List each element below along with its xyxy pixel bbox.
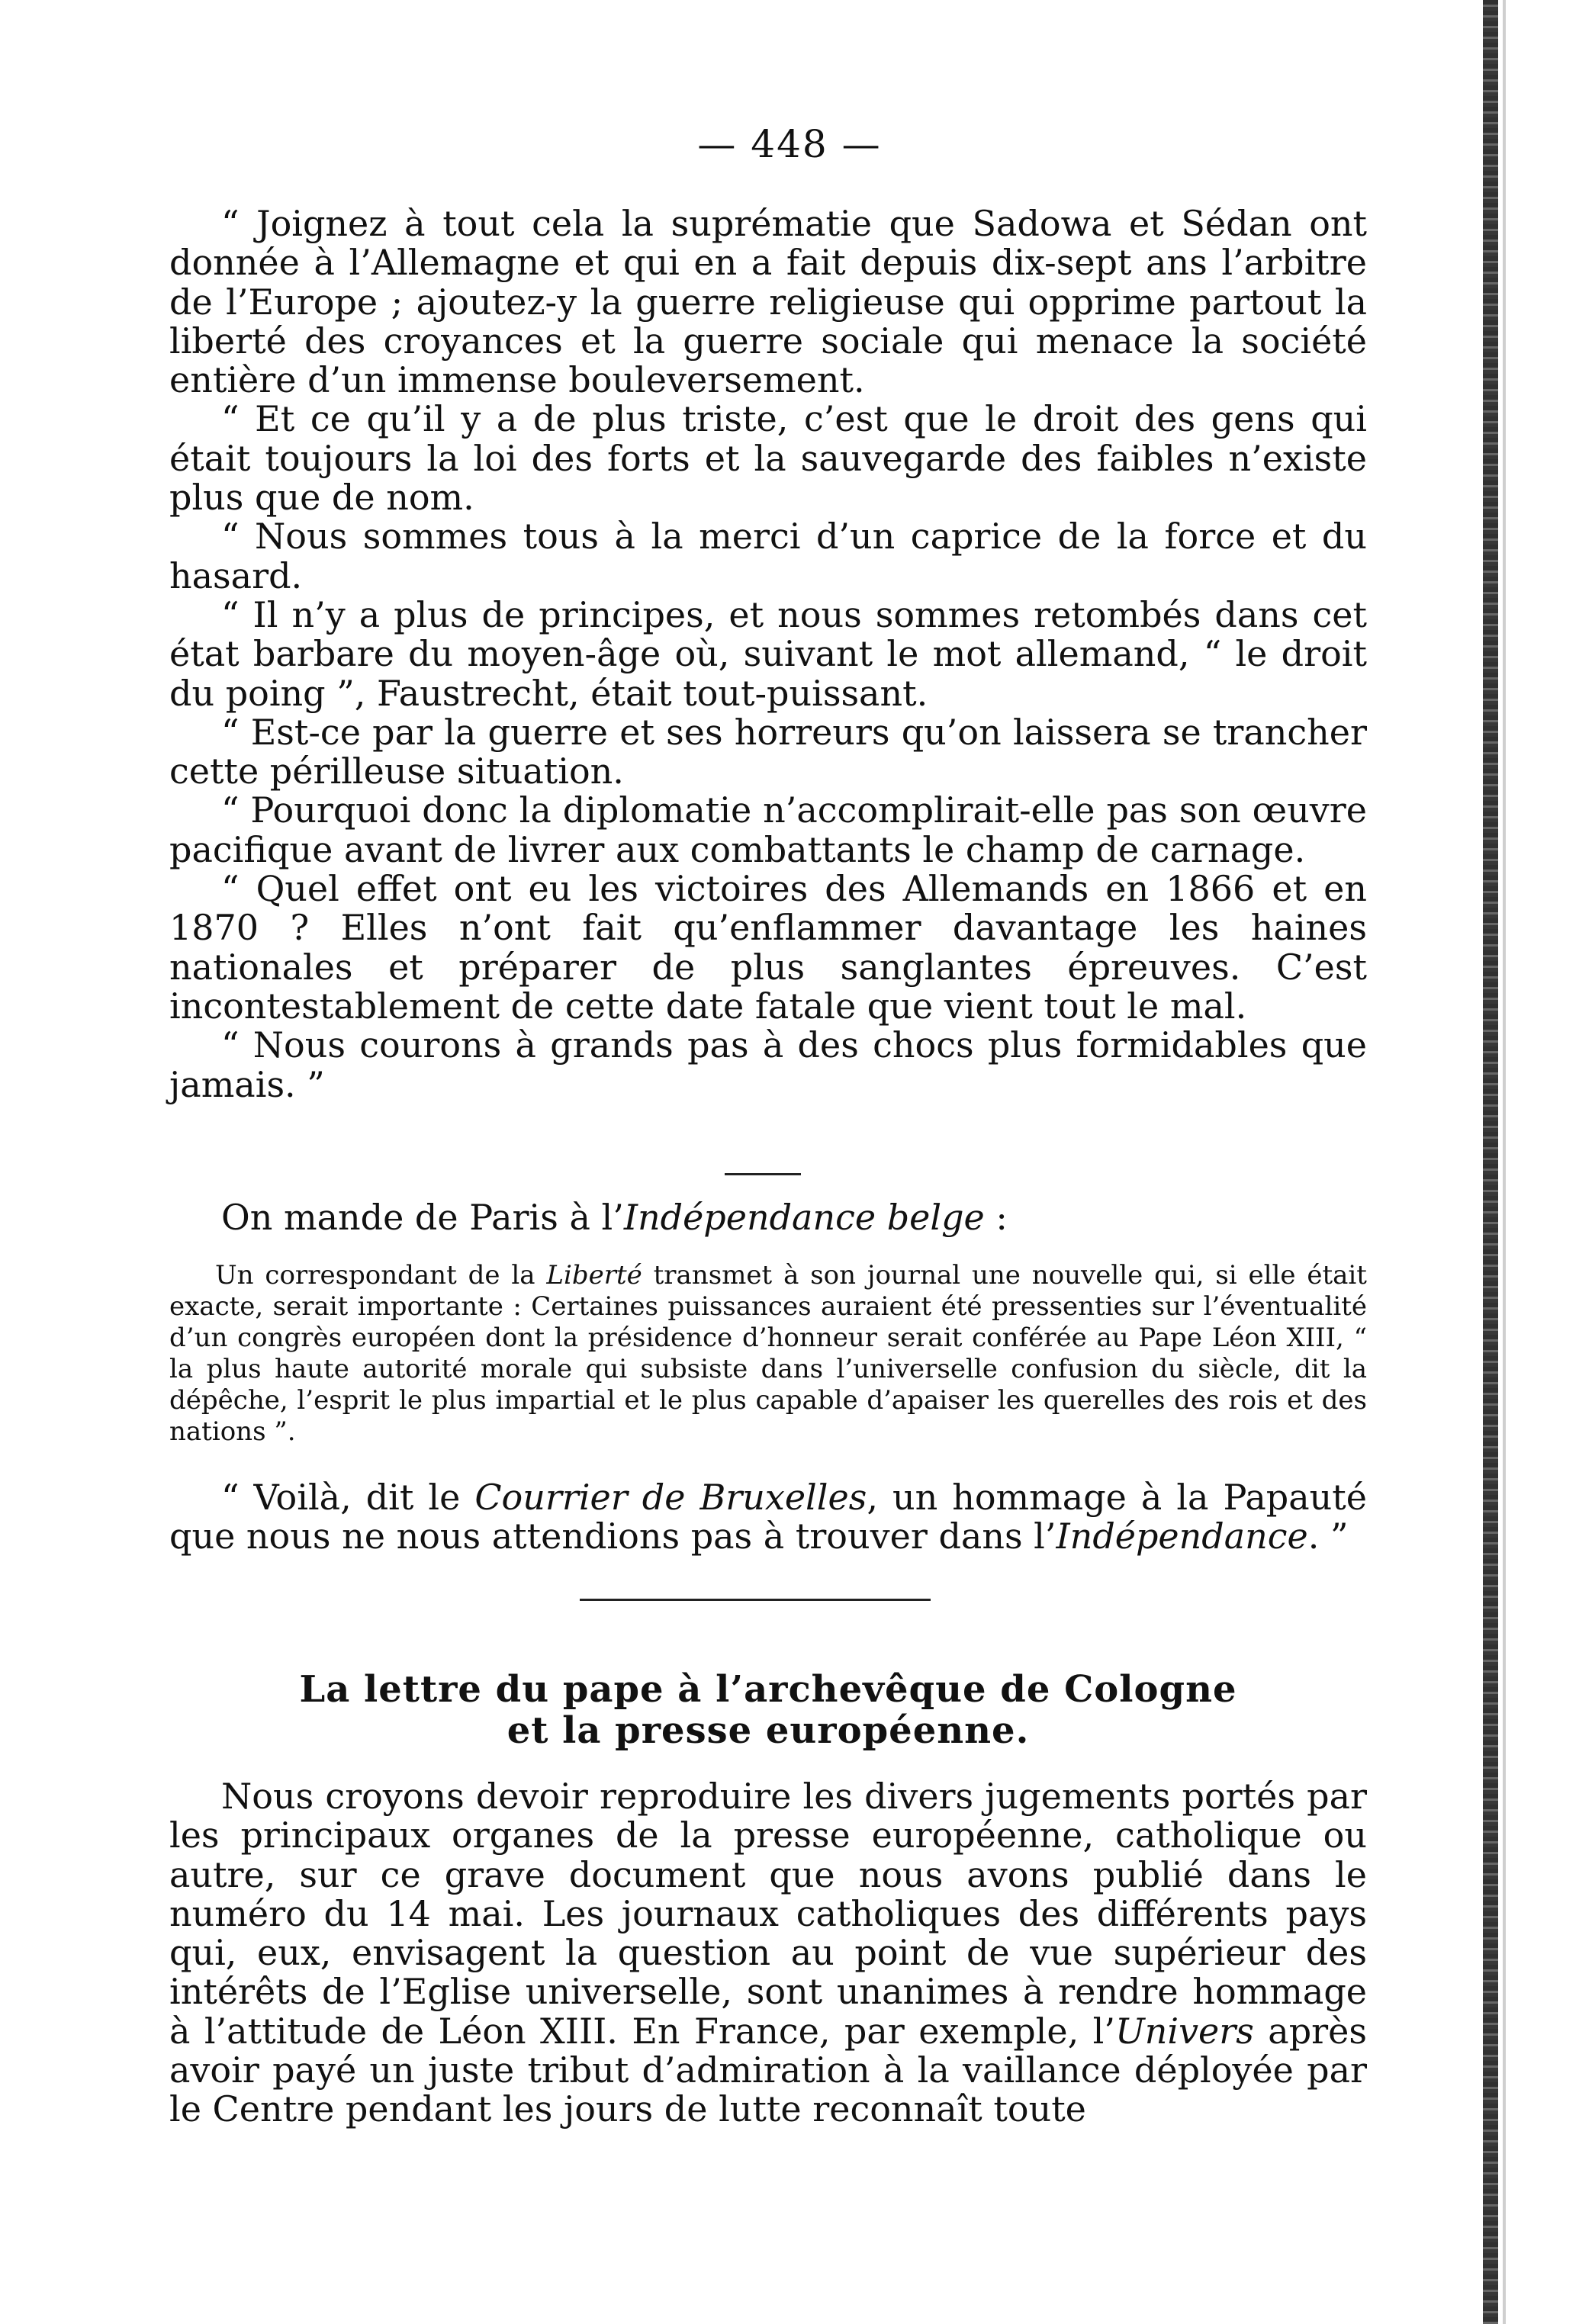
article-text: après avoir payé un juste tribut d’admiration à la vaillance déployée par le Centre pendant les jours de lutte reconnaît toute (169, 2010, 1367, 2130)
article-paper: Univers (1114, 2010, 1254, 2052)
paragraph: “ Et ce qu’il y a de plus triste, c’est que le droit des gens qui était toujours la loi des forts et la sauvegarde des faibles n’existe plus que de nom. (169, 398, 1367, 519)
section-divider (580, 1599, 931, 1601)
page-edge-line (1503, 0, 1506, 2324)
voila-paragraph-block (169, 1478, 1367, 1557)
voila-text: “ Voilà, dit le (221, 1477, 475, 1518)
dispatch-text (169, 1260, 1367, 1448)
paragraph: “ Est-ce par la guerre et ses horreurs qu’on laissera se trancher cette périlleuse situation. (169, 711, 1367, 792)
voila-text: , un hommage à la Papauté que nous ne nous attendions pas à trouver dans l’ (169, 1477, 1368, 1557)
voila-paragraph (169, 1478, 1367, 1557)
dispatch-intro-colon: : (984, 1197, 1008, 1238)
heading-line-1: La lettre du pape à l’archevêque de Cologne (299, 1668, 1237, 1711)
voila-paper: Courrier de Bruxelles (474, 1477, 867, 1518)
article-paragraph (169, 1777, 1367, 2130)
dispatch-text-part: Un correspondant de la (215, 1260, 547, 1291)
voila-text: . ” (1307, 1516, 1349, 1557)
page-number: — 448 — (697, 122, 882, 166)
dispatch-intro-text: On mande de Paris à l’ (221, 1197, 624, 1238)
voila-paper: Indépendance (1056, 1516, 1308, 1557)
dispatch-intro-paper: Indépendance belge (623, 1197, 985, 1238)
paragraph: “ Nous courons à grands pas à des chocs plus formidables que jamais. ” (169, 1024, 1367, 1105)
heading-line-2: et la presse européenne. (507, 1709, 1030, 1752)
separator-rule (725, 1173, 801, 1175)
paragraph: “ Quel effet ont eu les victoires des Allemands en 1866 et en 1870 ? Elles n’ont fait qu’enflammer davantage les haines nationales et préparer de plus sanglantes épreuves. C’est incontestablement de cette date fatale que vient tout le mal. (169, 868, 1367, 1027)
quoted-section (169, 204, 1367, 1104)
section-heading (169, 1669, 1367, 1751)
paragraph: “ Nous sommes tous à la merci d’un caprice de la force et du hasard. (169, 516, 1367, 596)
article-text: Nous croyons devoir reproduire les divers jugements portés par les principaux organes de la presse européenne, catholique ou autre, sur ce grave document que nous avons publié dans le numéro du 14 mai. Les journaux catholiques des différents pays qui, eux, envisagent la question au point de vue supérieur des intérêts de l’Eglise universelle, sont unanimes à rendre hommage à l’attitude de Léon XIII. En France, par exemple, l’ (169, 1776, 1367, 2052)
page-edge-shadow (1483, 0, 1498, 2324)
dispatch-intro (169, 1197, 1367, 1237)
paragraph: “ Pourquoi donc la diplomatie n’accomplirait-elle pas son œuvre pacifique avant de livrer aux combattants le champ de carnage. (169, 789, 1367, 870)
paragraph: “ Il n’y a plus de principes, et nous sommes retombés dans cet état barbare du moyen-âge où, suivant le mot allemand, “ le droit du poing ”, Faustrecht, était tout-puissant. (169, 593, 1367, 714)
dispatch-text-paper: Liberté (546, 1260, 642, 1291)
dispatch-text-part: transmet à son journal une nouvelle qui, si elle était exacte, serait importante : Certaines puissances auraient été pressenties sur l’éventualité d’un congrès européen dont la présidence d’honneur serait conférée au Pape Léon XIII, “ la plus haute autorité morale qui subsiste dans l’universelle confusion du siècle, dit la dépêche, l’esprit le plus impartial et le plus capable d’apaiser les querelles des rois et des nations ”. (169, 1260, 1367, 1447)
paragraph: “ Joignez à tout cela la suprématie que Sadowa et Sédan ont donnée à l’Allemagne et qui en a fait depuis dix-sept ans l’arbitre de l’Europe ; ajoutez-y la guerre religieuse qui opprime partout la liberté des croyances et la guerre sociale qui menace la société entière d’un immense bouleversement. (169, 203, 1367, 401)
article-body (169, 1777, 1367, 2130)
